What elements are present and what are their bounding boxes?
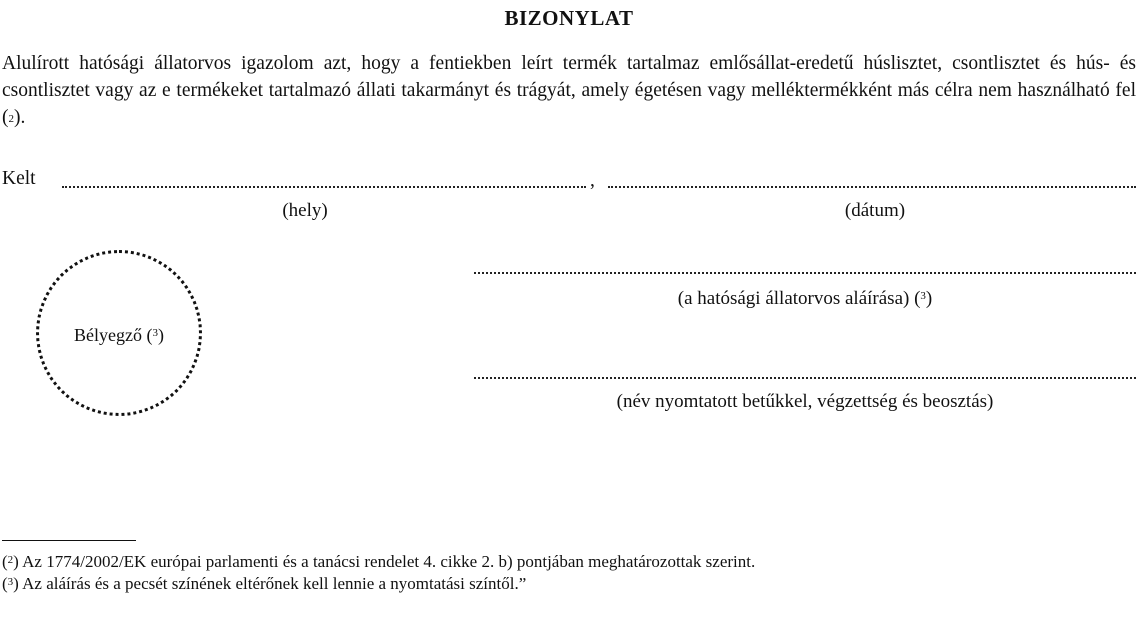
date-dotted-line	[608, 186, 1136, 188]
footnote-2: ($^2$) Az 1774/2002/EK európai parlamenti és a tanácsi rendelet 4. cikke 2. b) pontjában meghatározottak szerint.	[2, 552, 756, 571]
certification-paragraph	[2, 50, 1136, 131]
name-caption: (név nyomtatott betűkkel, végzettség és beosztás)	[616, 391, 994, 412]
footnote-ref-2: 2	[8, 113, 14, 125]
footnote-3: ($^3$) Az aláírás és a pecsét színének eltérőnek kell lennie a nyomtatási színtől.”	[2, 574, 527, 593]
place-caption: (hely)	[282, 200, 328, 221]
kelt-separator: ,	[590, 170, 595, 191]
footnote-separator	[2, 540, 136, 541]
stamp-footnote-ref: 3	[152, 327, 158, 339]
footnote-2-ref: 2	[7, 554, 14, 566]
stamp-label-text: Bélyegző (	[74, 325, 153, 345]
kelt-label: Kelt	[2, 168, 36, 189]
date-caption: (dátum)	[844, 200, 906, 221]
footnote-3-ref: 3	[7, 576, 14, 588]
paragraph-text: Alulírott hatósági állatorvos igazolom azt, hogy a fentiekben leírt termék tartalmaz emlősállat-eredetű húslisztet, csontlisztet és hús- és csontlisztet vagy az e termékeket tartalmazó állati takarmányt és trágyát, amely égetésen vagy melléktermékként más célra nem használható fel (	[2, 53, 1136, 128]
stamp-label-suffix: )	[157, 325, 164, 345]
name-dotted-line	[474, 377, 1136, 379]
signature-caption-text: (a hatósági állatorvos aláírása) (	[677, 288, 921, 309]
document-title: BIZONYLAT	[504, 6, 634, 30]
paragraph-suffix: ).	[14, 107, 26, 128]
footnote-2-text: ) Az 1774/2002/EK európai parlamenti és a tanácsi rendelet 4. cikke 2. b) pontjában meghatározottak szerint.	[13, 552, 756, 571]
signature-caption-suffix: )	[925, 288, 933, 309]
signature-dotted-line	[474, 272, 1136, 274]
signature-footnote-ref: 3	[920, 290, 926, 302]
place-dotted-line	[62, 186, 586, 188]
signature-caption	[474, 288, 1136, 310]
stamp-label	[36, 325, 202, 346]
footnote-3-text: ) Az aláírás és a pecsét színének eltérőnek kell lennie a nyomtatási színtől.”	[13, 574, 527, 593]
